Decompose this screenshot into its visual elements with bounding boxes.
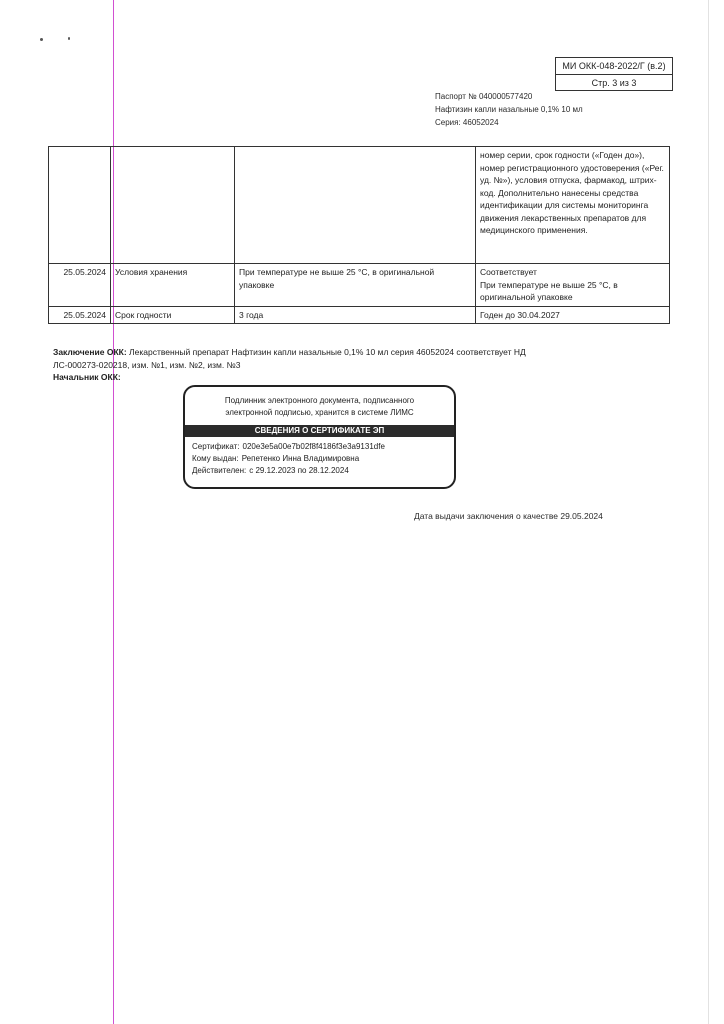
- row-parameter: Условия хранения: [111, 264, 235, 307]
- row-date: 25.05.2024: [49, 306, 111, 324]
- passport-info: [435, 90, 583, 129]
- signature-header: СВЕДЕНИЯ О СЕРТИФИКАТЕ ЭП: [185, 425, 454, 437]
- passport-number: Паспорт № 040000577420: [435, 92, 533, 101]
- page-number: Стр. 3 из 3: [556, 74, 672, 91]
- issue-date: Дата выдачи заключения о качестве 29.05.2024: [414, 511, 603, 521]
- series-number: Серия: 46052024: [435, 118, 499, 127]
- e-signature-stamp: [183, 385, 456, 489]
- row-date: [49, 147, 111, 264]
- scan-edge-line: [708, 0, 709, 1024]
- head-okk-label: Начальник ОКК:: [53, 372, 121, 382]
- issued-to-row: Кому выдан: Репетенко Инна Владимировна: [192, 454, 360, 463]
- scan-speck: [68, 37, 70, 40]
- table-row: [49, 306, 670, 324]
- row-requirement: При температуре не выше 25 °С, в оригинальной упаковке: [235, 264, 476, 307]
- scan-speck: [40, 38, 43, 41]
- table-row: [49, 147, 670, 264]
- regulatory-document: ЛС-000273-020218, изм. №1, изм. №2, изм. №3: [53, 359, 241, 370]
- valid-period-row: Действителен: с 29.12.2023 по 28.12.2024: [192, 466, 349, 475]
- row-date: 25.05.2024: [49, 264, 111, 307]
- test-results-table: [48, 146, 670, 324]
- row-requirement: [235, 147, 476, 264]
- table-row: [49, 264, 670, 307]
- document-code: МИ ОКК-048-2022/Г (в.2): [562, 61, 666, 71]
- row-parameter: [111, 147, 235, 264]
- conclusion-text: Лекарственный препарат Нафтизин капли назальные 0,1% 10 мл серия 46052024 соответствует НД: [126, 347, 526, 357]
- signature-intro: Подлинник электронного документа, подписанного электронной подписью, хранится в системе ЛИМС: [224, 396, 415, 417]
- conclusion-block: [53, 346, 673, 384]
- row-result: Годен до 30.04.2027: [476, 306, 670, 324]
- row-parameter: Срок годности: [111, 306, 235, 324]
- row-result: Соответствует При температуре не выше 25 °С, в оригинальной упаковке: [476, 264, 670, 307]
- row-result: номер серии, срок годности («Годен до»), номер регистрационного удостоверения («Рег. уд. №»), условия отпуска, фармакод, штрих-код. Дополнительно нанесены средства идентификации для системы мониторинга движения лекарственных препаратов для медицинского применения.: [476, 147, 670, 264]
- certificate-row: Сертификат: 020e3e5a00e7b02f8f4186f3e3a9131dfe: [192, 442, 385, 451]
- row-requirement: 3 года: [235, 306, 476, 324]
- product-name: Нафтизин капли назальные 0,1% 10 мл: [435, 105, 583, 114]
- document-code-box: [555, 57, 673, 91]
- conclusion-label: Заключение ОКК:: [53, 347, 127, 357]
- conclusion-line: [53, 346, 673, 359]
